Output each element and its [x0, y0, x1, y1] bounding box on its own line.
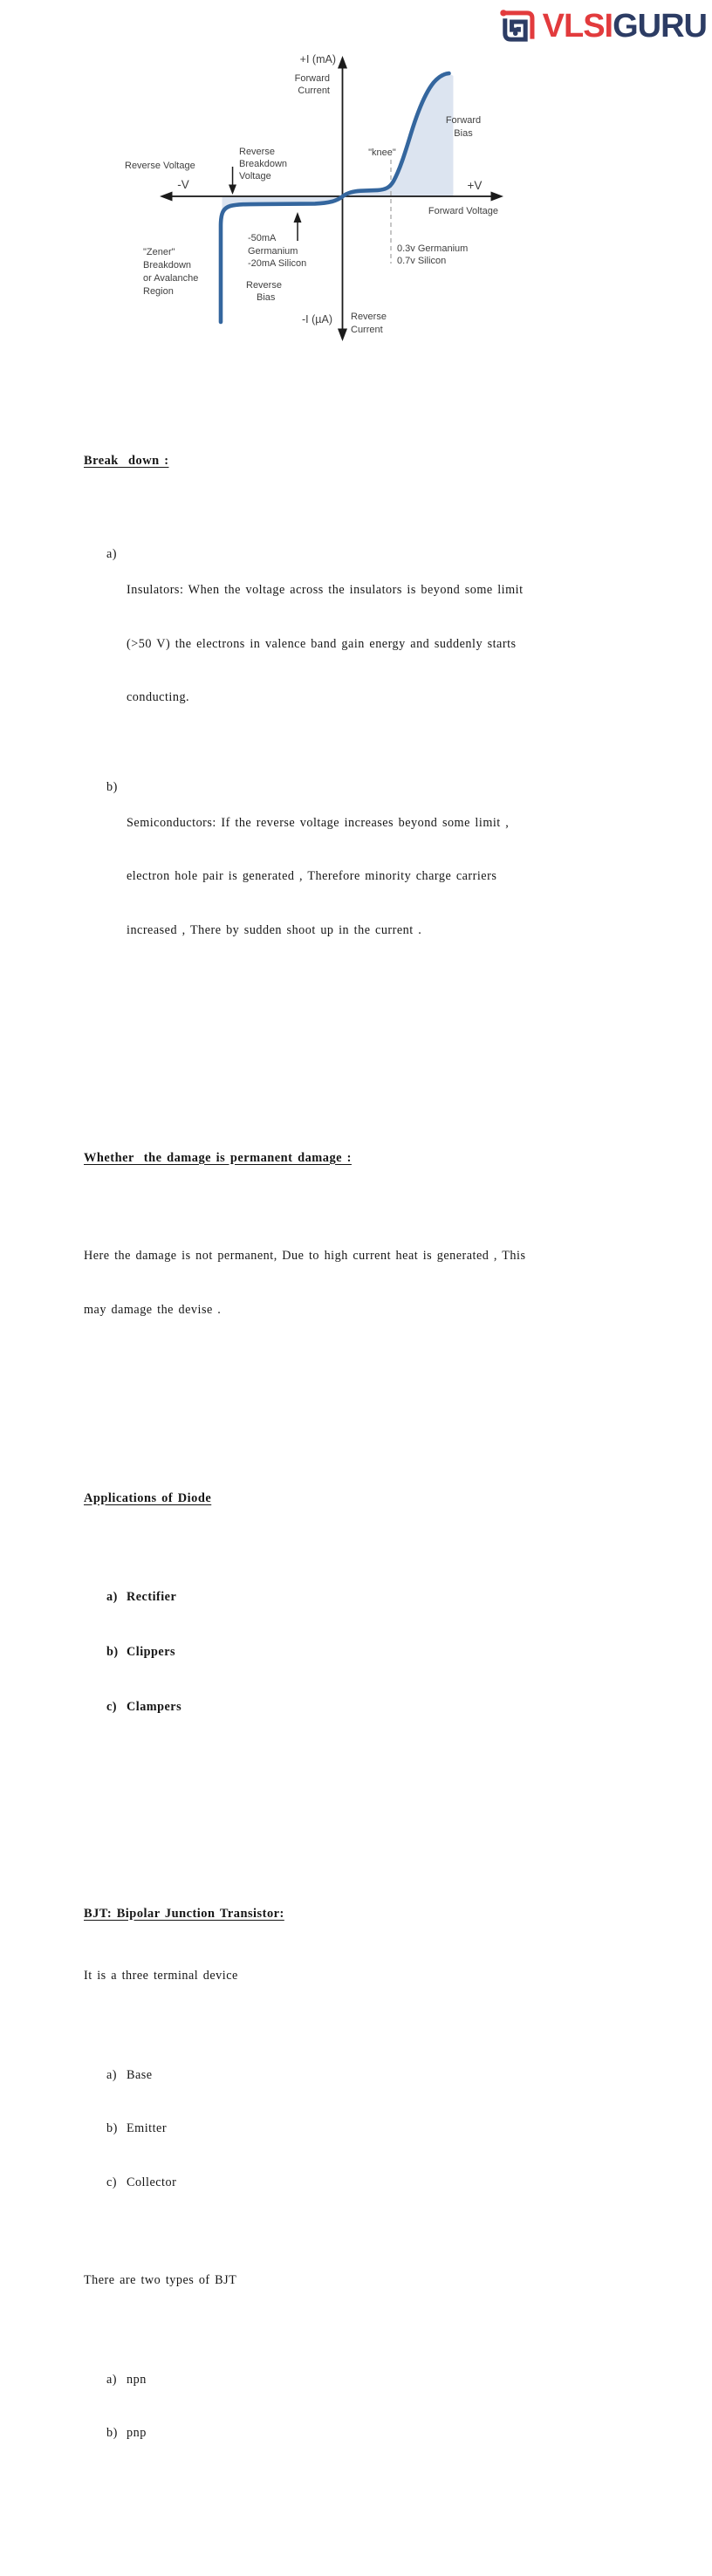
text-line: may damage the devise . — [84, 1302, 222, 1317]
text-line: (>50 V) the electrons in valence band gain energy and suddenly starts — [127, 636, 517, 651]
positive-current-axis-label: +I (mA) — [299, 53, 336, 65]
breakdown-list — [84, 510, 632, 1011]
forward-bias-shaded-region — [343, 73, 454, 196]
list-marker: b) — [106, 1645, 119, 1659]
logo-text-vlsi: VLSI — [542, 8, 613, 45]
diode-iv-curve-diagram — [122, 51, 510, 347]
section-diode-applications — [84, 1454, 632, 1816]
section-bjt — [84, 1869, 632, 2523]
reverse-current-values: -20mA Silicon — [248, 258, 307, 269]
list-item-text: Collector — [127, 2175, 177, 2189]
forward-bias-label: Bias — [454, 128, 473, 139]
list-marker: a) — [106, 1590, 118, 1604]
list-item-text: Clampers — [127, 1700, 182, 1714]
forward-current-label: Current — [298, 86, 330, 96]
section-permanent-damage — [84, 1113, 632, 1401]
vlsiguru-logo-icon — [498, 6, 537, 46]
forward-bias-label: Forward — [445, 115, 482, 126]
list-item — [106, 2424, 632, 2442]
bjt-types-intro: There are two types of BJT — [84, 2273, 237, 2287]
text-line: Insulators: When the voltage across the insulators is beyond some limit — [127, 583, 524, 597]
positive-voltage-axis-label: +V — [467, 179, 483, 192]
list-item-text: Clippers — [127, 1645, 176, 1659]
breakdown-heading: Break down : — [84, 453, 169, 468]
list-item — [106, 2174, 632, 2192]
list-item-text — [127, 545, 524, 743]
forward-current-label: Forward — [294, 73, 330, 84]
zener-region-label: Breakdown — [143, 260, 192, 271]
forward-voltage-label: Forward Voltage — [428, 206, 498, 216]
vlsiguru-logo — [498, 4, 707, 48]
reverse-current-label: Current — [351, 325, 383, 335]
list-item — [106, 2120, 632, 2138]
document-body — [84, 362, 632, 2576]
forward-voltage-values: 0.7v Silicon — [397, 256, 447, 266]
list-item — [106, 545, 632, 743]
list-item — [106, 2066, 632, 2085]
list-item — [106, 2371, 632, 2389]
list-item — [106, 1588, 632, 1607]
list-item-text: Emitter — [127, 2121, 168, 2135]
reverse-breakdown-voltage-label: Breakdown — [239, 159, 288, 169]
text-line: Semiconductors: If the reverse voltage increases beyond some limit , — [127, 815, 510, 830]
reverse-current-values: -50mA — [248, 233, 277, 243]
reverse-current-arrow — [297, 222, 298, 241]
list-marker: c) — [106, 1700, 118, 1714]
reverse-current-values: Germanium — [248, 246, 298, 257]
breakdown-voltage-arrow — [232, 167, 234, 186]
list-marker: a) — [106, 547, 118, 561]
text-line: conducting. — [127, 690, 190, 704]
bjt-intro: It is a three terminal device — [84, 1969, 238, 1983]
bjt-types-list — [84, 2335, 632, 2478]
list-item-text: npn — [127, 2372, 147, 2387]
list-item-text: Rectifier — [127, 1590, 177, 1604]
reverse-bias-label: Reverse — [246, 280, 282, 291]
list-item-text — [127, 778, 509, 976]
logo-text-guru: GURU — [613, 8, 707, 45]
damage-paragraph — [84, 1211, 632, 1354]
zener-region-label: or Avalanche — [143, 273, 199, 284]
section-breakdown — [84, 416, 632, 1060]
negative-current-axis-label: -I (µA) — [302, 313, 332, 325]
list-marker: a) — [106, 2067, 118, 2082]
applications-heading: Applications of Diode — [84, 1490, 212, 1505]
list-item — [106, 778, 632, 976]
reverse-breakdown-voltage-label: Reverse — [239, 147, 275, 157]
list-item-text: pnp — [127, 2426, 147, 2440]
list-marker: a) — [106, 2372, 118, 2387]
bjt-heading: BJT: Bipolar Junction Transistor: — [84, 1906, 284, 1921]
bjt-terminals-list — [84, 2031, 632, 2228]
logo-wordmark — [543, 6, 707, 46]
reverse-bias-label: Bias — [257, 292, 276, 303]
zener-region-label: "Zener" — [143, 247, 175, 257]
text-line: increased , There by sudden shoot up in the current . — [127, 922, 422, 937]
list-item — [106, 1698, 632, 1716]
text-line: electron hole pair is generated , Therefore minority charge carriers — [127, 869, 497, 883]
list-marker: b) — [106, 2121, 118, 2135]
forward-voltage-values: 0.3v Germanium — [397, 243, 469, 254]
list-marker: b) — [106, 2426, 118, 2440]
list-marker: c) — [106, 2175, 118, 2189]
list-item — [106, 1643, 632, 1661]
text-line: Here the damage is not permanent, Due to high current heat is generated , This — [84, 1249, 526, 1263]
damage-heading: Whether the damage is permanent damage : — [84, 1150, 352, 1165]
reverse-breakdown-voltage-label: Voltage — [239, 171, 271, 182]
list-item-text: Base — [127, 2067, 153, 2082]
zener-region-label: Region — [143, 286, 174, 297]
knee-label: "knee" — [368, 147, 396, 158]
applications-list — [84, 1552, 632, 1753]
reverse-current-label: Reverse — [351, 312, 387, 322]
list-marker: b) — [106, 779, 118, 794]
reverse-voltage-label: Reverse Voltage — [125, 161, 195, 171]
negative-voltage-axis-label: -V — [177, 178, 189, 191]
